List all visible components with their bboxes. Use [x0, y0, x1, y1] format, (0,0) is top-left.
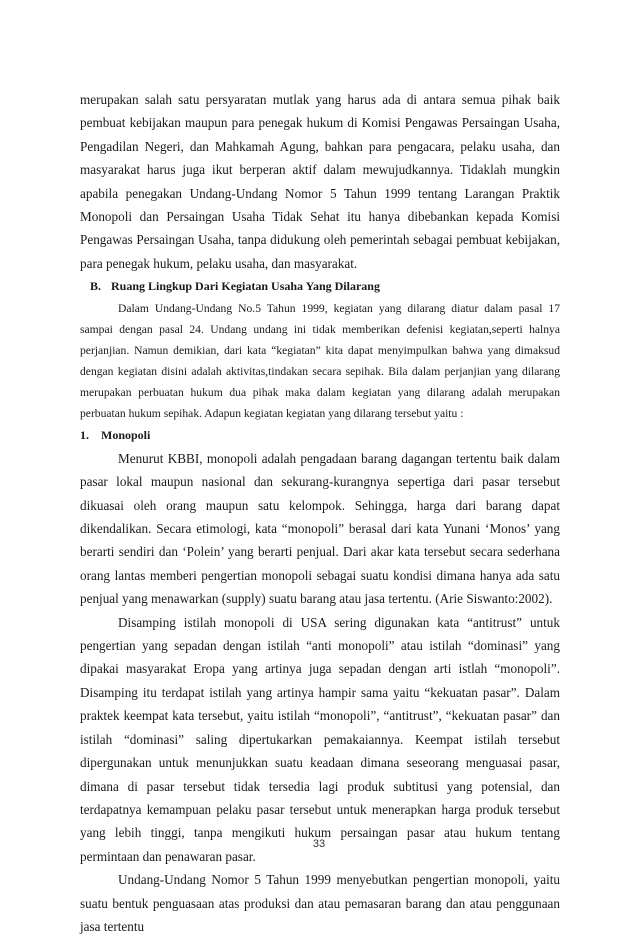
subsection-marker: 1.: [80, 428, 89, 443]
paragraph-intro: merupakan salah satu persyaratan mutlak yang harus ada di antara semua pihak baik pembuat kebijakan maupun para penegak hukum di Komisi Pengawas Persaingan Usaha, Pengadilan Negeri, dan Mahkamah Agung, bahkan para pengacara, pelaku usaha, dan masyarakat harus juga ikut berperan aktif dalam mewujudkannya. Tidaklah mungkin apabila penegakan Undang-Undang Nomor 5 Tahun 1999 tentang Larangan Praktik Monopoli dan Persaingan Usaha Tidak Sehat itu hanya dibebankan kepada Komisi Pengawas Persaingan Usaha, tanpa didukung oleh pemerintah sebagai pembuat kebijakan, para penegak hukum, pelaku usaha, dan masyarakat.: [80, 92, 560, 271]
section-marker: B.: [90, 279, 102, 294]
paragraph-antitrust: Disamping istilah monopoli di USA sering digunakan kata “antitrust” untuk pengertian yang sepadan dengan istilah “anti monopoli” atau istilah “dominasi” yang dipakai masyarakat Eropa yang artinya juga sepadan dengan arti istlah “monopoli”. Disamping itu terdapat istilah yang artinya hampir sama yaitu “kekuatan pasar”. Dalam praktek keempat kata tersebut, yaitu istilah “monopoli”, “antitrust”, “kekuatan pasar” dan istilah “dominasi” saling dipertukarkan pemakaiannya. Keempat istilah tersebut dipergunakan untuk menunjukkan suatu keadaan dimana seseorang menguasai pasar, dimana di pasar tersebut tidak tersedia lagi produk subtitusi yang potensial, dan terdapatnya kemampuan pelaku pasar tersebut untuk menerapkan harga produk tersebut yang lebih tinggi, tanpa mengikuti hukum persaingan pasar atau hukum tentang permintaan dan penawaran pasar.: [80, 614, 560, 864]
section-title: Ruang Lingkup Dari Kegiatan Usaha Yang Dilarang: [111, 279, 380, 294]
section-heading-b: [80, 276, 560, 297]
subsection-title: Monopoli: [101, 428, 151, 443]
page-number: 33: [312, 838, 326, 850]
subsection-heading-monopoli: [80, 425, 560, 446]
paragraph-scope: Dalam Undang-Undang No.5 Tahun 1999, kegiatan yang dilarang diatur dalam pasal 17 sampai dengan pasal 24. Undang undang ini tidak memberikan defenisi kegiatan,seperti halnya perjanjian. Namun demikian, dari kata “kegiatan” kita dapat menyimpulkan bahwa yang dimaksud dengan kegiatan disini adalah aktivitas,tindakan secara sepihak. Bila dalam perjanjian yang dilarang merupakan perbuatan hukum dua pihak maka dalam kegiatan yang dilarang adalah merupakan perbuatan hukum sepihak. Adapun kegiatan kegiatan yang dilarang tersebut yaitu :: [80, 301, 560, 421]
paragraph-uu-definition: Undang-Undang Nomor 5 Tahun 1999 menyebutkan pengertian monopoli, yaitu suatu bentuk penguasaan atas produksi dan atau pemasaran barang dan atau penggunaan jasa tertentu: [80, 872, 560, 934]
paragraph-kbbi: Menurut KBBI, monopoli adalah pengadaan barang dagangan tertentu baik dalam pasar lokal maupun nasional dan sekurang-kurangnya sepertiga dari pasar tersebut dikuasai oleh orang maupun satu kelompok. Sehingga, harga dari barang dapat dikendalikan. Secara etimologi, kata “monopoli” berasal dari kata Yunani ‘Monos’ yang berarti sendiri dan ‘Polein’ yang berarti penjual. Dari akar kata tersebut secara sederhana orang lantas memberi pengertian monopoli sebagai suatu kondisi dimana hanya ada satu penjual yang menawarkan (supply) suatu barang atau jasa tertentu. (Arie Siswanto:2002).: [80, 450, 560, 607]
